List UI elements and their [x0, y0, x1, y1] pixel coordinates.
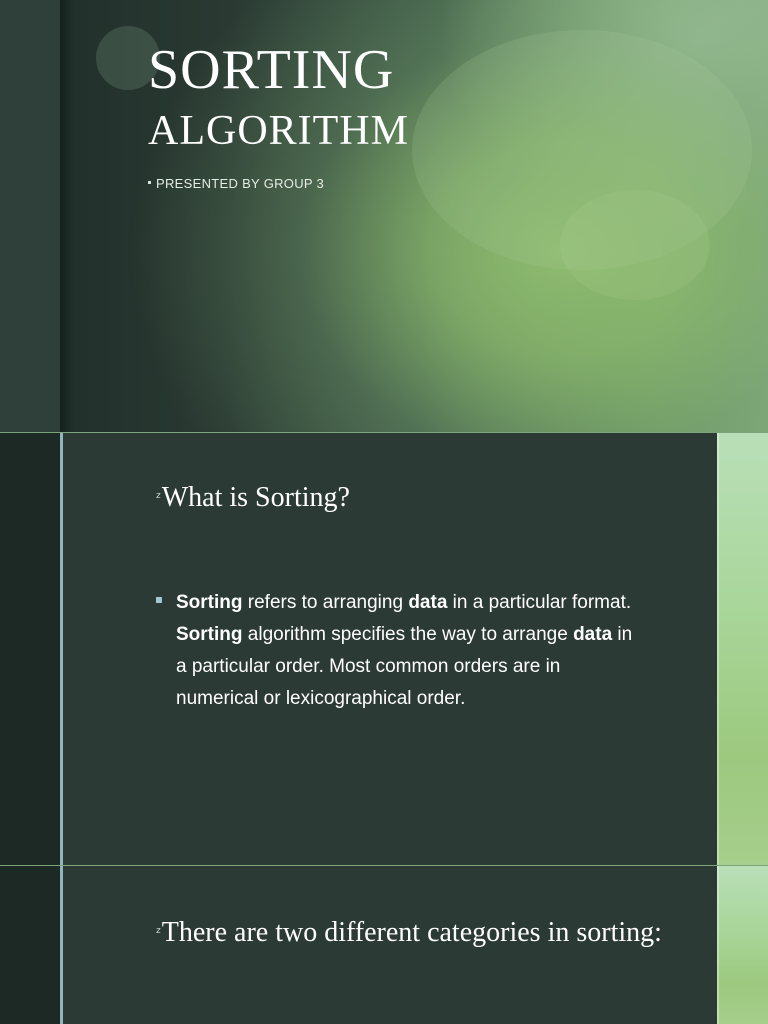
heading-text: What is Sorting?	[161, 482, 350, 513]
slide-heading	[156, 916, 676, 950]
content-slide-categories	[0, 866, 768, 1024]
left-accent-line	[60, 433, 63, 865]
left-band	[0, 866, 60, 1024]
left-accent-line	[60, 866, 63, 1024]
text-segment: algorithm specifies the way to arrange	[242, 624, 574, 645]
content-slide-what-is-sorting	[0, 433, 768, 865]
bullet-square-icon	[148, 181, 151, 184]
slide-subtitle	[148, 176, 324, 191]
subtitle-text: PRESENTED BY GROUP 3	[156, 176, 325, 191]
slide-title-line2: ALGORITHM	[148, 108, 409, 154]
left-band	[0, 433, 60, 865]
decorative-circle-medium	[560, 190, 710, 300]
heading-mark-icon: z	[156, 926, 161, 936]
text-segment: refers to arranging	[242, 592, 409, 613]
bold-term: data	[408, 592, 448, 613]
bold-term: Sorting	[176, 592, 243, 613]
bold-term: data	[573, 624, 613, 645]
slide-heading	[156, 481, 350, 515]
right-accent-band	[717, 866, 768, 1024]
heading-mark-icon: z	[156, 491, 161, 501]
heading-text: There are two different categories in sorting:	[161, 917, 662, 948]
slide-title-line1: SORTING	[148, 39, 395, 101]
bold-term: Sorting	[176, 624, 243, 645]
left-band	[0, 0, 60, 432]
text-segment: in a particular order. Most common orders are in numerical or lexicographical order.	[176, 624, 633, 709]
title-slide	[0, 0, 768, 432]
text-segment: in a particular format.	[447, 592, 632, 613]
left-band-shadow	[60, 0, 74, 432]
right-accent-band	[717, 433, 768, 865]
bullet-text	[176, 587, 646, 715]
bullet-square-icon	[156, 597, 162, 603]
